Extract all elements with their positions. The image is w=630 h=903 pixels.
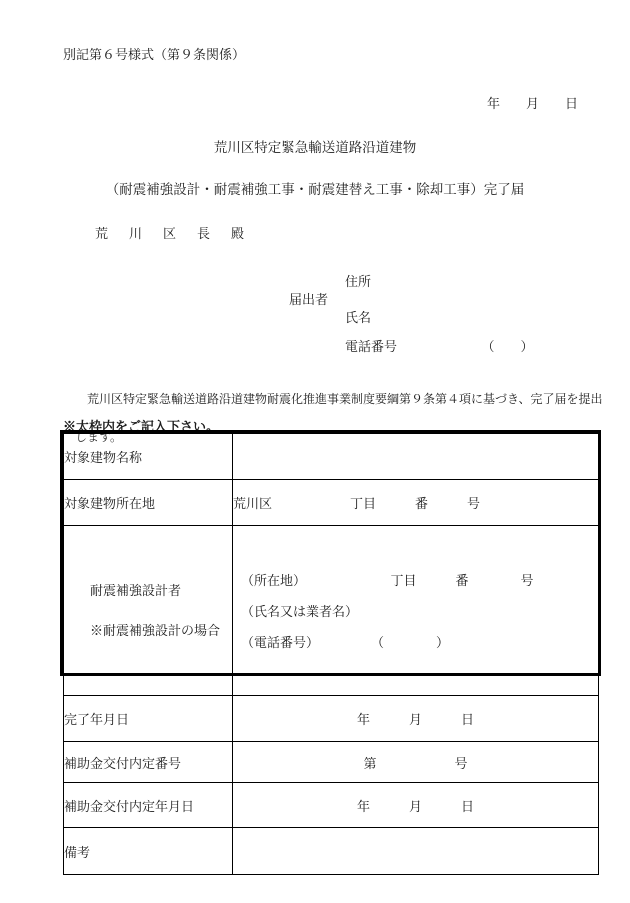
- submitter-name-label: 氏名: [345, 310, 372, 325]
- row-label-subsidy-date: 補助金交付内定年月日: [64, 783, 233, 828]
- table-row: [64, 480, 599, 526]
- submitter-address-label: 住所: [345, 274, 372, 289]
- table-note: ※太枠内をご記入下さい。: [63, 419, 220, 434]
- submitter-label: 届出者: [289, 292, 329, 307]
- seismic-designer-sublabel: ※耐震補強設計の場合: [90, 622, 221, 638]
- designer-name-line: （氏名又は業者名）: [241, 604, 359, 619]
- cell-completion-date[interactable]: 年 月 日: [233, 696, 599, 742]
- body-paragraph-line1: 荒川区特定緊急輸送道路沿道建物耐震化推進事業制度要綱第９条第４項に基づき、完了届を提出: [75, 392, 603, 406]
- date-line: 年 月 日: [487, 96, 579, 111]
- designer-location-line: （所在地） 丁目 番 号: [241, 573, 534, 588]
- table-row: [64, 434, 599, 480]
- cell-building-location[interactable]: 荒川区 丁目 番 号: [233, 480, 599, 526]
- table-row: [64, 526, 599, 696]
- designer-phone-line: （電話番号） （ ）: [241, 635, 450, 650]
- row-label-building-location: 対象建物所在地: [64, 480, 233, 526]
- body-paragraph-line2: します。: [75, 430, 123, 444]
- cell-remarks: [233, 828, 599, 875]
- table-row: [64, 783, 599, 828]
- row-label-completion-date: 完了年月日: [64, 696, 233, 742]
- cell-seismic-designer[interactable]: [233, 526, 599, 696]
- document-title-line1: 荒川区特定緊急輸送道路沿道建物: [213, 140, 417, 155]
- row-label-remarks: 備考: [64, 828, 233, 875]
- row-label-subsidy-number: 補助金交付内定番号: [64, 742, 233, 783]
- document-title-line2: （耐震補強設計・耐震補強工事・耐震建替え工事・除却工事）完了届: [105, 182, 525, 197]
- table-row: [64, 696, 599, 742]
- cell-subsidy-number: 第 号: [233, 742, 599, 783]
- cell-building-name[interactable]: [233, 434, 599, 480]
- row-label-building-name: 対象建物名称: [64, 434, 233, 480]
- form-number: 別記第６号様式（第９条関係）: [63, 47, 246, 62]
- addressee: 荒 川 区 長 殿: [95, 226, 249, 241]
- table-row: [64, 742, 599, 783]
- submitter-phone-label: 電話番号 （ ）: [345, 339, 534, 354]
- table-row: [64, 828, 599, 875]
- row-label-seismic-designer: [64, 526, 233, 696]
- seismic-designer-label: 耐震補強設計者: [90, 582, 182, 598]
- form-table: [63, 433, 599, 875]
- cell-subsidy-date: 年 月 日: [233, 783, 599, 828]
